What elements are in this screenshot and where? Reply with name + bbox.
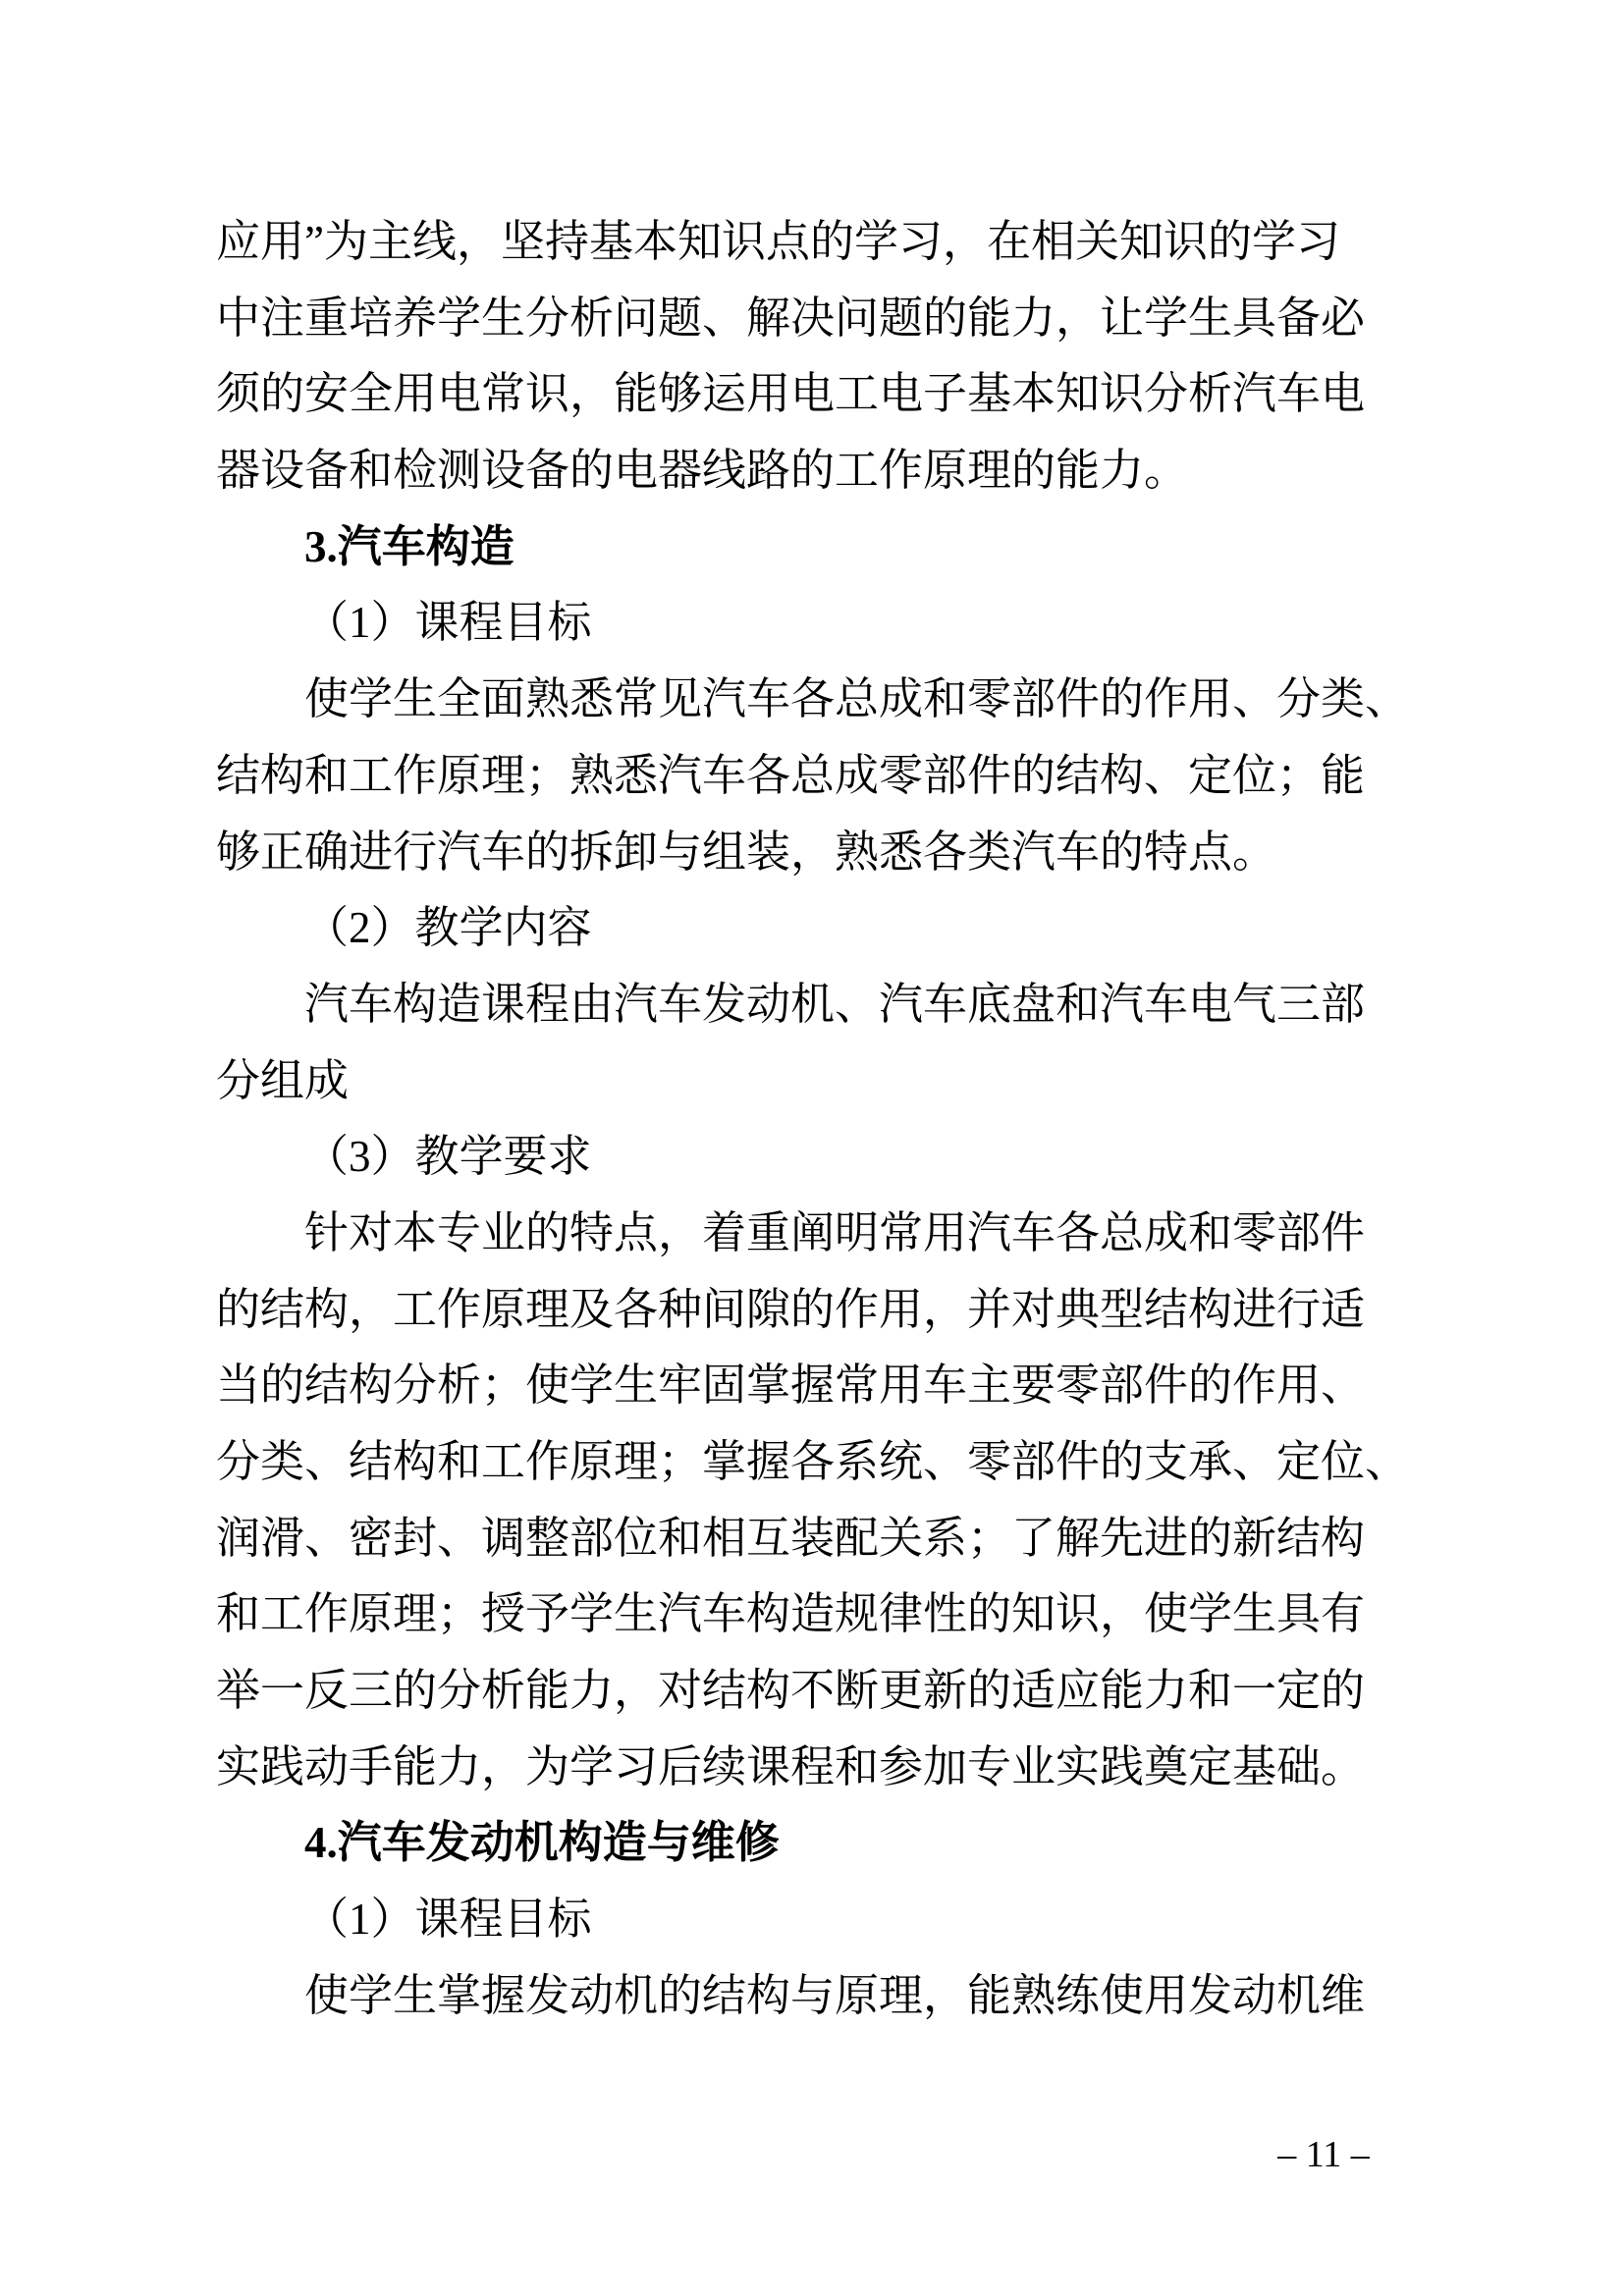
subsection-label: （2）教学内容 bbox=[304, 903, 592, 953]
paragraph-end-line: 够正确进行汽车的拆卸与组装，熟悉各类汽车的特点。 bbox=[216, 827, 1277, 877]
course-heading-3: 3.汽车构造 bbox=[304, 521, 514, 571]
subsection-label: （1）课程目标 bbox=[304, 598, 592, 648]
paragraph-line: 结构和工作原理；熟悉汽车各总成零部件的结构、定位；能 bbox=[216, 750, 1366, 800]
paragraph-line: 当的结构分析；使学生牢固掌握常用车主要零部件的作用、 bbox=[216, 1361, 1366, 1411]
paragraph-line: 分类、结构和工作原理；掌握各系统、零部件的支承、定位、 bbox=[216, 1437, 1410, 1486]
paragraph-first-line: 使学生全面熟悉常见汽车各总成和零部件的作用、分类、 bbox=[304, 674, 1410, 724]
paragraph-end-line: 实践动手能力，为学习后续课程和参加专业实践奠定基础。 bbox=[216, 1741, 1366, 1791]
course-heading-4: 4.汽车发动机构造与维修 bbox=[304, 1818, 780, 1868]
paragraph-line: 的结构，工作原理及各种间隙的作用，并对典型结构进行适 bbox=[216, 1284, 1366, 1334]
subsection-label: （3）教学要求 bbox=[304, 1132, 592, 1182]
subsection-label: （1）课程目标 bbox=[304, 1895, 592, 1945]
text-block bbox=[216, 204, 1410, 2035]
paragraph-line: 举一反三的分析能力，对结构不断更新的适应能力和一定的 bbox=[216, 1666, 1366, 1716]
paragraph-end-line: 分组成 bbox=[216, 1055, 350, 1105]
paragraph-first-line: 汽车构造课程由汽车发动机、汽车底盘和汽车电气三部 bbox=[304, 979, 1366, 1029]
paragraph-line: 应用”为主线，坚持基本知识点的学习，在相关知识的学习 bbox=[216, 217, 1340, 266]
paragraph-line: 润滑、密封、调整部位和相互装配关系；了解先进的新结构 bbox=[216, 1513, 1366, 1563]
paragraph-line: 和工作原理；授予学生汽车构造规律性的知识，使学生具有 bbox=[216, 1589, 1366, 1639]
paragraph-line: 须的安全用电常识，能够运用电工电子基本知识分析汽车电 bbox=[216, 369, 1366, 419]
paragraph-line: 中注重培养学生分析问题、解决问题的能力，让学生具备必 bbox=[216, 293, 1366, 343]
paragraph-first-line: 使学生掌握发动机的结构与原理，能熟练使用发动机维 bbox=[304, 1970, 1366, 2020]
paragraph-end-line: 器设备和检测设备的电器线路的工作原理的能力。 bbox=[216, 446, 1189, 496]
page-number: – 11 – bbox=[1277, 2134, 1370, 2175]
paragraph-first-line: 针对本专业的特点，着重阐明常用汽车各总成和零部件 bbox=[304, 1207, 1366, 1257]
